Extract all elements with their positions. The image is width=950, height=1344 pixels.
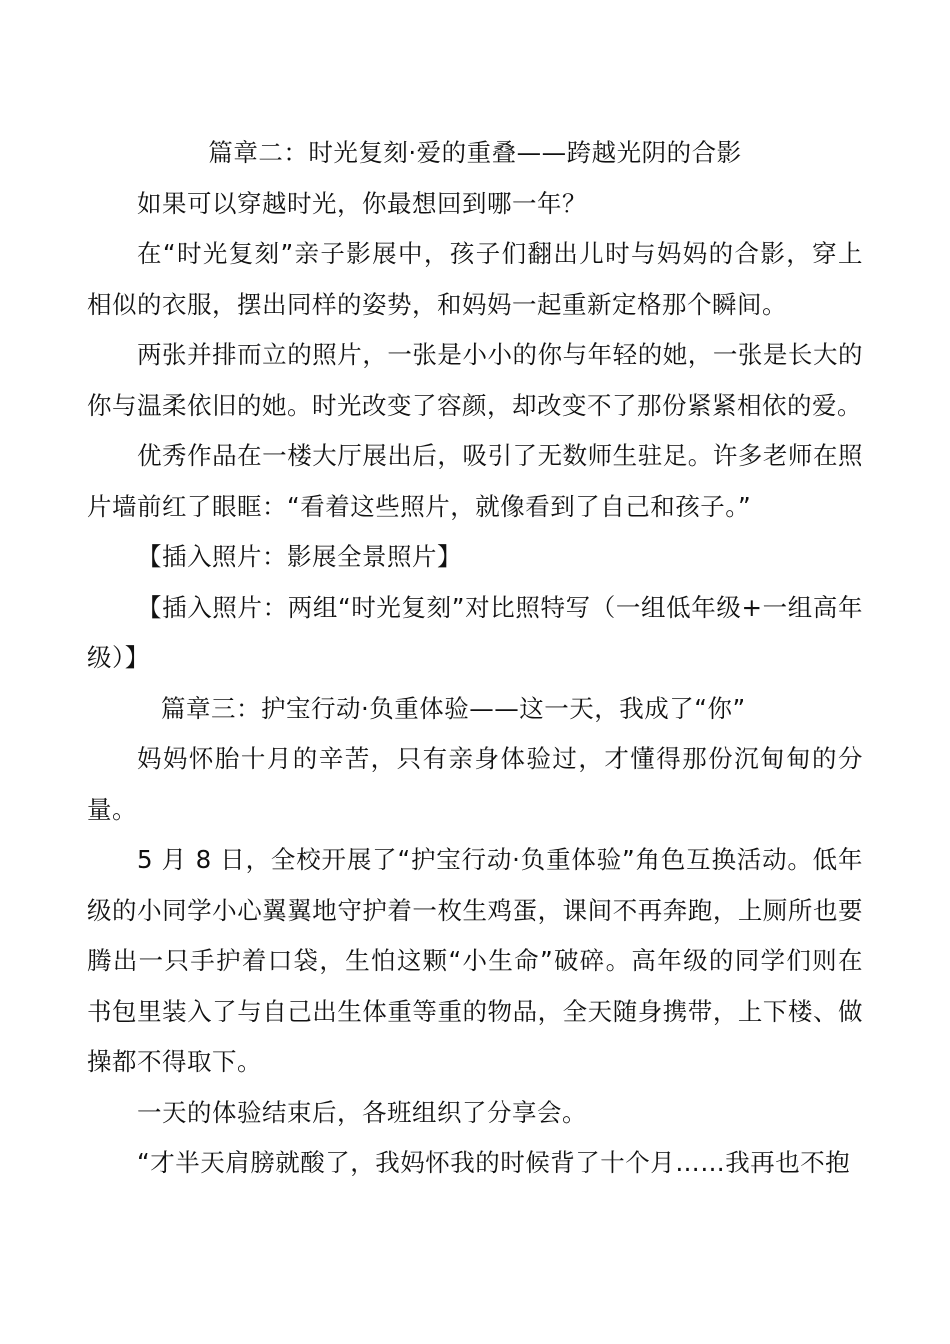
paragraph: 妈妈怀胎十月的辛苦，只有亲身体验过，才懂得那份沉甸甸的分量。	[87, 744, 863, 824]
paragraph: 一天的体验结束后，各班组织了分享会。	[137, 1097, 587, 1127]
paragraph: 5 月 8 日，全校开展了“护宝行动·负重体验”角色互换活动。低年级的小同学小心翼翼地守护着一枚生鸡蛋，课间不再奔跑，上厕所也要腾出一只手护着口袋，生怕这颗“小生命”破碎。高年级的同学们则在书包里装入了与自己出生体重等重的物品，全天随身携带，上下楼、做操都不得取下。	[87, 845, 863, 1076]
chapter-two-heading: 篇章二：时光复刻·爱的重叠——跨越光阴的合影	[208, 138, 742, 167]
paragraph: 优秀作品在一楼大厅展出后，吸引了无数师生驻足。许多老师在照片墙前红了眼眶：“看着这些照片，就像看到了自己和孩子。”	[87, 441, 863, 521]
chapter-three-heading: 篇章三：护宝行动·负重体验——这一天，我成了“你”	[161, 693, 746, 723]
photo-placeholder: 【插入照片：两组“时光复刻”对比照特写（一组低年级+一组高年级）】	[87, 592, 863, 672]
paragraph: 在“时光复刻”亲子影展中，孩子们翻出儿时与妈妈的合影，穿上相似的衣服，摆出同样的姿势，和妈妈一起重新定格那个瞬间。	[87, 239, 863, 319]
photo-placeholder: 【插入照片：影展全景照片】	[137, 542, 462, 571]
paragraph: “才半天肩膀就酸了，我妈怀我的时候背了十个月……我再也不抱	[137, 1148, 851, 1177]
paragraph: 两张并排而立的照片，一张是小小的你与年轻的她，一张是长大的你与温柔依旧的她。时光改变了容颜，却改变不了那份紧紧相依的爱。	[87, 340, 863, 420]
document-body	[87, 128, 863, 1189]
paragraph: 如果可以穿越时光，你最想回到哪一年？	[137, 188, 587, 218]
